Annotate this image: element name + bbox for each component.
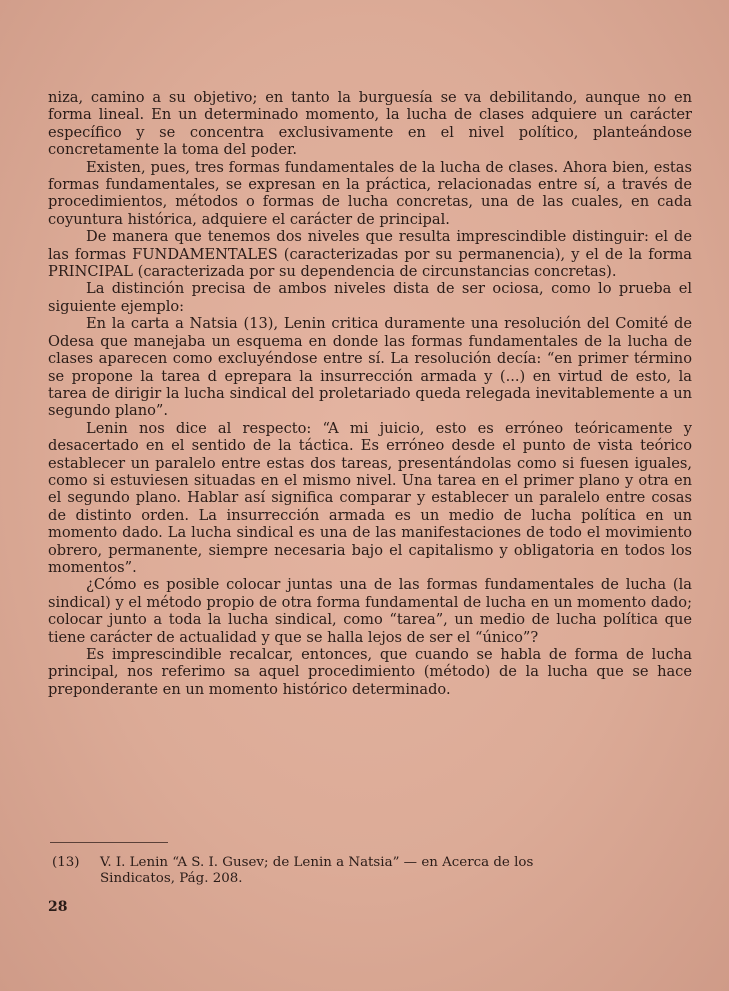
paragraph-2: Existen, pues, tres formas fundamentales de la lucha de clases. Ahora bien, estas formas fundamentales, se expresan en la práctica, relacionadas entre sí, a través de procedimientos, métodos o formas de lucha concretas, una de las cuales, en cada coyuntura histórica, adquiere el carácter de principal. <box>48 158 692 228</box>
paragraph-8: Es imprescindible recalcar, entonces, que cuando se habla de forma de lucha principal, nos referimo sa aquel procedimiento (método) de la lucha que se hace preponderante en un momento histórico determinado. <box>48 646 692 698</box>
paragraph-3: De manera que tenemos dos niveles que resulta imprescindible distinguir: el de las formas FUNDAMENTALES (caracterizadas por su permanencia), y el de la forma PRINCIPAL (caracterizada por su dependencia de circunstancias concretas). <box>48 228 692 281</box>
footnote-line-2: Sindicatos, Pág. 208. <box>100 871 243 886</box>
body-text <box>48 89 692 698</box>
paragraph-5: En la carta a Natsia (13), Lenin critica duramente una resolución del Comité de Odesa que manejaba un esquema en donde las formas fundamentales de la lucha de clases aparecen como excluyéndose entre sí. La resolución decía: “en primer término se propone la tarea d eprepara la insurrección armada y (...) en virtud de esto, la tarea de dirigir la lucha sindical del proletariado queda relegada inevitablemente a un segundo plano”. <box>48 315 692 420</box>
footnote <box>52 855 692 887</box>
page-number: 28 <box>48 899 68 915</box>
paragraph-4: La distinción precisa de ambos niveles dista de ser ociosa, como lo prueba el siguiente ejemplo: <box>48 280 692 315</box>
footnote-text <box>100 855 690 887</box>
footnote-line-1: V. I. Lenin “A S. I. Gusev; de Lenin a Natsia” — en Acerca de los <box>100 855 534 870</box>
paragraph-6: Lenin nos dice al respecto: “A mi juicio, esto es erróneo teóricamente y desacertado en el sentido de la táctica. Es erróneo desde el punto de vista teórico establecer un paralelo entre estas dos tareas, presentándolas como si fuesen iguales, como si estuviesen situadas en el mismo nivel. Una tarea en el primer plano y otra en el segundo plano. Hablar así significa comparar y establecer un paralelo entre cosas de distinto orden. La insurrección armada es un medio de lucha política en un momento dado. La lucha sindical es una de las manifestaciones de todo el movimiento obrero, permanente, siempre necesaria bajo el capitalismo y obligatoria en todos los momentos”. <box>48 419 692 576</box>
footnote-divider <box>50 842 168 843</box>
paragraph-1: niza, camino a su objetivo; en tanto la burguesía se va debilitando, aunque no en forma lineal. En un determinado momento, la lucha de clases adquiere un carácter específico y se concentra exclusivamente en el nivel político, planteándose concretamente la toma del poder. <box>48 89 692 159</box>
footnote-number: (13) <box>52 855 80 870</box>
paragraph-7: ¿Cómo es posible colocar juntas una de las formas fundamentales de lucha (la sindical) y el método propio de otra forma fundamental de lucha en un momento dado; colocar junto a toda la lucha sindical, como “tarea”, un medio de lucha política que tiene carácter de actualidad y que se halla lejos de ser el “único”? <box>48 576 692 646</box>
